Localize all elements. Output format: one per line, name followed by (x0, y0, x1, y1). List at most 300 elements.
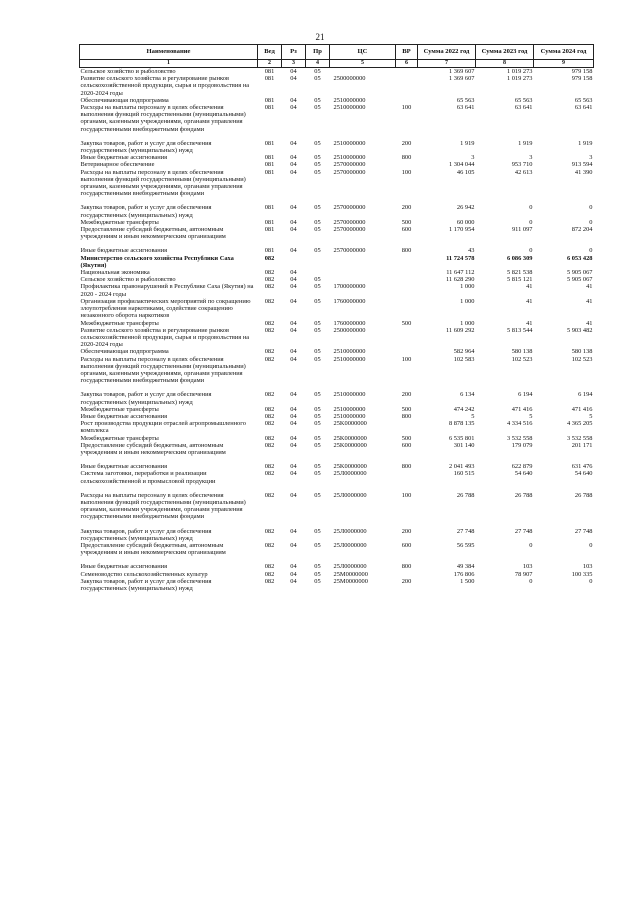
row-rz: 04 (290, 463, 297, 471)
row-name: Предоставление субсидий бюджетным, автономным учреждениям и иным некоммерческим организациям (80, 226, 226, 241)
row-sum-2023: 5 (529, 412, 533, 420)
row-rz: 04 (290, 470, 297, 478)
row-sum-2022: 474 242 (453, 405, 475, 413)
table-row (80, 104, 594, 133)
row-vr (396, 276, 418, 283)
table-row (80, 463, 594, 470)
row-rz: 04 (290, 96, 297, 104)
row-vr (396, 327, 418, 349)
row-sum-2024: 631 476 (571, 463, 593, 471)
row-sum-2022: 11 647 112 (446, 269, 475, 277)
row-cs: 25K0000000 (333, 441, 367, 449)
row-sum-2024: 3 (589, 154, 593, 162)
column-number: 1 (80, 60, 258, 68)
row-vr: 500 (401, 405, 412, 413)
row-rz: 04 (290, 276, 297, 284)
row-cs: 2570000000 (333, 218, 366, 226)
row-name: Министерство сельского хозяйства Республики Саха (Якутия) (80, 254, 234, 269)
row-vr: 100 (401, 355, 412, 363)
row-cs: 2510000000 (333, 412, 366, 420)
table-row (80, 68, 594, 76)
row-cs: 25K0000000 (333, 420, 367, 428)
row-sum-2023: 1 019 273 (506, 68, 533, 75)
row-sum-2023: 0 (529, 204, 533, 212)
row-sum-2022: 46 105 (456, 168, 475, 176)
row-cs: 1760000000 (333, 319, 366, 327)
row-sum-2022: 1 369 607 (448, 75, 475, 83)
row-sum-2024: 41 (586, 283, 593, 291)
row-vr (396, 571, 418, 578)
row-sum-2022: 582 964 (453, 348, 475, 356)
row-cs: 2570000000 (333, 204, 366, 212)
row-ved: 081 (264, 247, 275, 255)
row-sum-2024: 580 138 (571, 348, 593, 356)
row-pr: 05 (314, 276, 321, 284)
row-pr: 05 (314, 204, 321, 212)
row-sum-2023: 622 879 (511, 463, 533, 471)
row-cs: 25K0000000 (333, 434, 367, 442)
row-spacer (80, 240, 594, 247)
table-row (80, 75, 594, 97)
row-cs: 2510000000 (333, 391, 366, 399)
row-sum-2024: 5 (589, 412, 593, 420)
row-rz (282, 255, 306, 269)
row-vr (396, 283, 418, 297)
row-vr: 600 (401, 226, 412, 234)
row-rz: 04 (290, 139, 297, 147)
header-ved: Вед (258, 45, 282, 60)
row-sum-2022: 26 788 (456, 491, 475, 499)
row-rz: 04 (290, 405, 297, 413)
row-ved: 082 (264, 391, 275, 399)
row-sum-2023: 5 813 544 (506, 326, 533, 334)
row-sum-2022: 63 641 (456, 104, 475, 112)
row-sum-2024: 471 416 (571, 405, 593, 413)
row-vr (396, 255, 418, 269)
row-name: Иные бюджетные ассигнования (80, 412, 168, 420)
row-spacer-cell (80, 556, 594, 563)
table-row (80, 542, 594, 556)
row-sum-2023: 78 907 (514, 570, 533, 578)
row-ved: 082 (264, 420, 275, 428)
row-cs: 25Л0000000 (333, 491, 367, 499)
row-sum-2023: 0 (529, 541, 533, 549)
row-sum-2024: 0 (589, 577, 593, 585)
row-vr: 500 (401, 434, 412, 442)
row-sum-2024: 4 365 205 (566, 420, 593, 428)
row-cs: 25Л0000000 (333, 541, 367, 549)
budget-table (79, 44, 594, 592)
row-ved: 081 (264, 218, 275, 226)
row-pr: 05 (314, 391, 321, 399)
row-ved: 081 (264, 75, 275, 83)
column-number: 5 (330, 60, 396, 68)
row-rz: 04 (290, 168, 297, 176)
row-name: Сельское хозяйство и рыболовство (80, 276, 176, 284)
row-ved: 081 (264, 139, 275, 147)
row-name: Семеноводство сельскохозяйственных культур (80, 570, 208, 578)
row-sum-2022: 8 878 135 (448, 420, 475, 428)
row-name: Закупка товаров, работ и услуг для обеспечения государственных (муниципальных) нужд (80, 391, 212, 406)
row-name: Межбюджетные трансферты (80, 319, 159, 327)
row-name: Развитие сельского хозяйства и регулирование рынков сельскохозяйственной продукции, сырья и продовольствия на 2020-2024 годы (80, 75, 250, 97)
row-rz: 04 (290, 577, 297, 585)
row-rz: 04 (290, 283, 297, 291)
row-spacer-cell (80, 384, 594, 391)
row-ved: 081 (264, 68, 275, 75)
row-ved: 082 (264, 470, 275, 478)
row-cs: 2510000000 (333, 405, 366, 413)
header-sum-2023: Сумма 2023 год (476, 45, 534, 60)
table-row (80, 276, 594, 283)
row-rz: 04 (290, 355, 297, 363)
row-sum-2022: 60 000 (456, 218, 475, 226)
row-pr: 05 (314, 226, 321, 234)
row-sum-2022: 1 500 (460, 577, 475, 585)
row-ved: 081 (264, 168, 275, 176)
row-sum-2024: 63 641 (574, 104, 593, 112)
row-ved: 082 (264, 441, 275, 449)
row-name: Иные бюджетные ассигнования (80, 463, 168, 471)
table-body (80, 68, 594, 593)
row-ved: 082 (264, 570, 275, 578)
row-name: Система заготовки, переработки и реализации сельскохозяйственной и промысловой продукции (80, 470, 216, 485)
row-sum-2023: 65 563 (514, 96, 533, 104)
row-pr: 05 (314, 412, 321, 420)
header-cs: ЦС (330, 45, 396, 60)
table-row (80, 320, 594, 327)
table-row (80, 161, 594, 168)
row-name: Обеспечивающая подпрограмма (80, 348, 169, 356)
column-number: 2 (258, 60, 282, 68)
row-rz: 04 (290, 104, 297, 112)
header-rz: Рз (282, 45, 306, 60)
table-row (80, 578, 594, 592)
row-sum-2023: 0 (529, 247, 533, 255)
row-sum-2022: 27 748 (456, 527, 475, 535)
row-rz: 04 (290, 297, 297, 305)
column-number: 7 (418, 60, 476, 68)
row-sum-2022: 2 041 493 (448, 463, 475, 471)
row-pr: 05 (314, 319, 321, 327)
row-rz: 04 (290, 570, 297, 578)
row-sum-2022: 160 515 (453, 470, 475, 478)
row-cs: 2570000000 (333, 168, 366, 176)
row-vr: 600 (401, 541, 412, 549)
row-sum-2023: 3 (529, 154, 533, 162)
row-vr: 200 (401, 577, 412, 585)
row-rz: 04 (290, 319, 297, 327)
row-vr (396, 161, 418, 168)
row-sum-2024: 5 905 067 (566, 276, 593, 284)
row-sum-2023: 3 532 558 (506, 434, 533, 442)
row-cs: 2510000000 (333, 154, 366, 162)
table-header-row (80, 45, 594, 60)
row-rz: 04 (290, 326, 297, 334)
row-cs: 2570000000 (333, 226, 366, 234)
row-rz: 04 (290, 491, 297, 499)
table-row (80, 442, 594, 456)
row-sum-2022: 1 000 (460, 297, 475, 305)
table-row (80, 420, 594, 434)
table-row (80, 327, 594, 349)
row-vr: 500 (401, 218, 412, 226)
row-spacer-cell (80, 197, 594, 204)
row-sum-2024: 6 053 428 (566, 254, 593, 262)
row-ved: 082 (264, 412, 275, 420)
row-ved: 082 (264, 563, 275, 571)
table-row (80, 348, 594, 355)
row-cs: 25K0000000 (333, 463, 367, 471)
row-spacer-cell (80, 240, 594, 247)
row-cs: 2570000000 (333, 161, 366, 169)
table-row (80, 492, 594, 521)
row-sum-2023: 0 (529, 218, 533, 226)
row-name: Расходы на выплаты персоналу в целях обеспечения выполнения функций государственными (муниципальными) органами, казенными учреждениями, органами управления государственными внебюджетными фондами (80, 491, 246, 521)
row-spacer (80, 456, 594, 463)
row-sum-2023: 103 (522, 563, 533, 571)
row-sum-2024: 5 905 067 (566, 269, 593, 277)
row-sum-2023: 4 334 516 (506, 420, 533, 428)
row-ved: 082 (264, 254, 275, 262)
row-vr: 800 (401, 247, 412, 255)
row-cs: 1760000000 (333, 297, 366, 305)
row-pr: 05 (314, 326, 321, 334)
row-rz: 04 (290, 269, 297, 277)
row-ved: 082 (264, 491, 275, 499)
row-name: Профилактика правонарушений в Республике Саха (Якутия) на 2020 - 2024 годы (80, 283, 254, 298)
row-pr: 05 (314, 441, 321, 449)
table-row (80, 283, 594, 297)
row-vr (396, 269, 418, 276)
row-pr: 05 (314, 348, 321, 356)
row-sum-2022: 49 384 (456, 563, 475, 571)
row-cs: 2500000000 (333, 75, 366, 83)
row-rz: 04 (290, 563, 297, 571)
row-sum-2023: 6 194 (518, 391, 533, 399)
row-rz: 04 (290, 161, 297, 169)
row-sum-2023: 580 138 (511, 348, 533, 356)
row-spacer (80, 521, 594, 528)
row-name: Иные бюджетные ассигнования (80, 247, 168, 255)
row-rz: 04 (290, 68, 297, 75)
row-sum-2022: 43 (468, 247, 475, 255)
row-sum-2024: 26 788 (574, 491, 593, 499)
row-pr: 05 (314, 104, 321, 112)
row-ved: 082 (264, 326, 275, 334)
row-name: Закупка товаров, работ и услуг для обеспечения государственных (муниципальных) нужд (80, 139, 212, 155)
row-sum-2023: 1 019 273 (506, 75, 533, 83)
row-sum-2023: 911 097 (511, 226, 533, 234)
row-pr: 05 (314, 541, 321, 549)
row-sum-2022: 1 170 954 (448, 226, 475, 234)
row-vr: 100 (401, 168, 412, 176)
row-ved: 081 (264, 104, 275, 112)
row-sum-2024: 102 523 (571, 355, 593, 363)
row-sum-2024: 979 158 (571, 75, 593, 83)
row-sum-2023: 0 (529, 577, 533, 585)
row-sum-2023: 471 416 (511, 405, 533, 413)
row-sum-2024: 41 (586, 297, 593, 305)
row-cs (330, 269, 396, 276)
row-spacer-cell (80, 133, 594, 140)
row-name: Межбюджетные трансферты (80, 405, 159, 413)
row-vr: 200 (401, 139, 412, 147)
table-row (80, 97, 594, 104)
row-vr (396, 298, 418, 320)
row-pr: 05 (314, 75, 321, 83)
row-sum-2022: 56 595 (456, 541, 475, 549)
row-sum-2023: 41 (526, 283, 533, 291)
row-sum-2023: 26 788 (514, 491, 533, 499)
row-ved: 082 (264, 577, 275, 585)
row-rz: 04 (290, 434, 297, 442)
row-ved: 082 (264, 348, 275, 356)
row-sum-2023: 102 523 (511, 355, 533, 363)
row-cs: 2510000000 (333, 355, 366, 363)
row-pr: 05 (314, 154, 321, 162)
row-sum-2022: 1 000 (460, 319, 475, 327)
row-ved: 082 (264, 283, 275, 291)
row-vr (396, 348, 418, 355)
row-sum-2024: 100 335 (571, 570, 593, 578)
row-sum-2022: 6 134 (460, 391, 475, 399)
row-name: Обеспечивающая подпрограмма (80, 96, 169, 104)
row-pr: 05 (314, 577, 321, 585)
table-row (80, 563, 594, 570)
row-sum-2022: 1 369 607 (448, 68, 475, 75)
row-ved: 082 (264, 319, 275, 327)
row-pr: 05 (314, 168, 321, 176)
row-sum-2022: 102 583 (453, 355, 475, 363)
table-row (80, 247, 594, 254)
row-rz: 04 (290, 247, 297, 255)
row-sum-2024: 201 171 (571, 441, 593, 449)
row-sum-2022: 301 140 (453, 441, 475, 449)
row-sum-2024: 6 194 (578, 391, 593, 399)
row-sum-2023: 5 821 538 (506, 269, 533, 277)
row-cs (330, 276, 396, 283)
row-cs: 25Л0000000 (333, 563, 367, 571)
row-name: Ветеринарное обеспечение (80, 161, 155, 169)
row-sum-2022: 1 304 044 (448, 161, 475, 169)
row-sum-2023: 5 815 121 (506, 276, 533, 284)
table-row (80, 154, 594, 161)
table-row (80, 219, 594, 226)
row-sum-2024: 27 748 (574, 527, 593, 535)
row-pr: 05 (314, 355, 321, 363)
row-spacer (80, 197, 594, 204)
row-vr: 800 (401, 412, 412, 420)
row-vr (396, 75, 418, 97)
row-name: Предоставление субсидий бюджетным, автономным учреждениям и иным некоммерческим организациям (80, 541, 226, 557)
row-sum-2024: 54 640 (574, 470, 593, 478)
row-name: Иные бюджетные ассигнования (80, 154, 168, 162)
table-row (80, 356, 594, 385)
row-pr: 05 (314, 491, 321, 499)
row-sum-2023: 42 613 (514, 168, 533, 176)
row-sum-2022: 5 (471, 412, 475, 420)
row-vr: 800 (401, 154, 412, 162)
column-number: 8 (476, 60, 534, 68)
row-ved: 081 (264, 226, 275, 234)
row-name: Закупка товаров, работ и услуг для обеспечения государственных (муниципальных) нужд (80, 204, 212, 219)
row-cs: 25M0000000 (333, 570, 368, 578)
row-rz: 04 (290, 75, 297, 83)
row-spacer-cell (80, 521, 594, 528)
row-spacer-cell (80, 456, 594, 463)
row-name: Закупка товаров, работ и услуг для обеспечения государственных (муниципальных) нужд (80, 577, 212, 592)
row-sum-2023: 54 640 (514, 470, 533, 478)
row-sum-2024: 41 (586, 319, 593, 327)
row-ved: 081 (264, 204, 275, 212)
header-vr: ВР (396, 45, 418, 60)
row-spacer (80, 384, 594, 391)
row-cs: 2500000000 (333, 326, 366, 334)
row-ved: 082 (264, 463, 275, 471)
row-sum-2024: 913 594 (571, 161, 593, 169)
row-sum-2022: 1 000 (460, 283, 475, 291)
row-rz: 04 (290, 441, 297, 449)
row-name: Расходы на выплаты персоналу в целях обеспечения выполнения функций государственными (муниципальными) органами, казенными учреждениями, органами управления государственными внебюджетными фондами (80, 355, 246, 385)
row-sum-2024: 103 (582, 563, 593, 571)
row-sum-2023: 41 (526, 297, 533, 305)
row-sum-2022: 3 (471, 154, 475, 162)
row-name: Национальная экономика (80, 269, 150, 277)
row-sum-2024: 0 (589, 541, 593, 549)
row-spacer (80, 556, 594, 563)
header-sum-2024: Сумма 2024 год (534, 45, 594, 60)
page-number: 21 (315, 32, 325, 42)
row-name: Иные бюджетные ассигнования (80, 563, 168, 571)
row-sum-2023: 1 919 (518, 139, 533, 147)
row-ved: 082 (264, 541, 275, 549)
table-row (80, 528, 594, 542)
row-sum-2024: 979 158 (571, 68, 593, 75)
row-vr (396, 68, 418, 76)
header-sum-2022: Сумма 2022 год (418, 45, 476, 60)
row-name: Расходы на выплаты персоналу в целях обеспечения выполнения функций государственными (муниципальными) органами, казенными учреждениями, органами управления государственными внебюджетными фондами (80, 104, 246, 133)
row-spacer-cell (80, 485, 594, 492)
row-sum-2022: 176 806 (453, 570, 475, 578)
row-rz: 04 (290, 348, 297, 356)
row-cs: 2510000000 (333, 348, 366, 356)
header-name: Наименование (80, 45, 258, 60)
row-ved: 082 (264, 355, 275, 363)
row-pr: 05 (314, 405, 321, 413)
row-vr (396, 97, 418, 104)
row-pr: 05 (314, 161, 321, 169)
row-cs: 25Л0000000 (333, 470, 367, 478)
row-sum-2023: 41 (526, 319, 533, 327)
table-row (80, 391, 594, 405)
row-vr (396, 470, 418, 484)
row-sum-2024: 872 204 (571, 226, 593, 234)
table-row (80, 204, 594, 218)
table-row (80, 571, 594, 578)
row-pr: 05 (314, 434, 321, 442)
row-cs (330, 255, 396, 269)
row-sum-2022: 65 563 (456, 96, 475, 104)
table-row (80, 169, 594, 198)
row-ved: 081 (264, 96, 275, 104)
row-pr: 05 (314, 527, 321, 535)
table-row (80, 226, 594, 240)
row-sum-2024: 5 903 482 (566, 326, 593, 334)
row-cs: 2570000000 (333, 247, 366, 255)
row-ved: 082 (264, 297, 275, 305)
row-sum-2024: 1 919 (578, 139, 593, 147)
